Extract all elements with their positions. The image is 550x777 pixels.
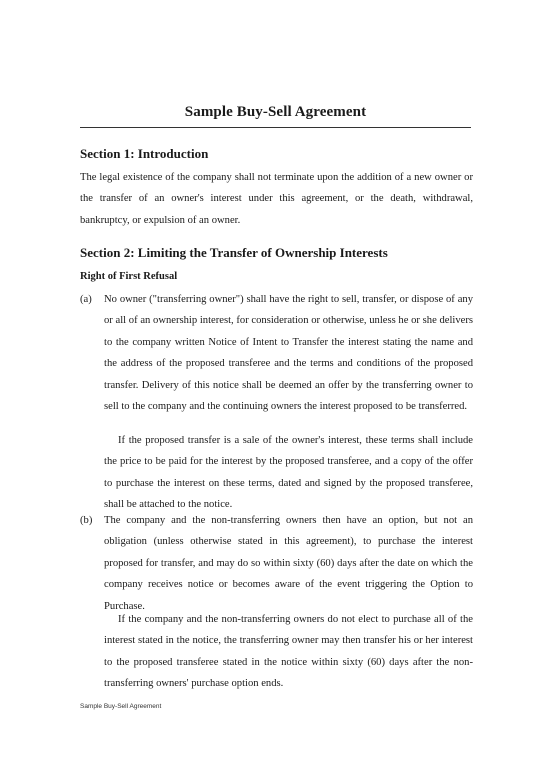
item-b-text: The company and the non-transferring owners then have an option, but not an obligation (unless otherwise stated in this agreement), to purchase the interest proposed for transfer, and may do so within sixty (60) days after the date on which the company receives notice or becomes aware of the event triggering the Option to Purchase. xyxy=(104,515,473,612)
title-divider xyxy=(80,127,471,128)
item-a-text: No owner ("transferring owner") shall have the right to sell, transfer, or dispose of any or all of an ownership interest, for consideration or otherwise, unless he or she delivers to the company written Notice of Intent to Transfer the interest stating the name and the address of the proposed transferee and the terms and conditions of the proposed transfer. Delivery of this notice shall be deemed an offer by the transferring owner to sell to the company and the continuing owners the interest proposed to be transferred. xyxy=(104,294,473,413)
item-a-continuation: If the proposed transfer is a sale of the owner's interest, these terms shall include the price to be paid for the interest by the proposed transferee, and a copy of the offer to purchase the interest on these terms, dated and signed by the proposed transferee, shall be attached to the notice. xyxy=(104,435,473,511)
section-1-heading: Section 1: Introduction xyxy=(80,146,209,161)
section-2-heading: Section 2: Limiting the Transfer of Ownership Interests xyxy=(80,245,388,260)
document-title: Sample Buy-Sell Agreement xyxy=(184,104,367,120)
item-a-label: (a) xyxy=(80,294,92,305)
section-1-text: The legal existence of the company shall not terminate upon the addition of a new owner or the transfer of an owner's interest under this agreement, or the death, withdrawal, bankruptcy, or expulsion of an owner. xyxy=(80,172,473,226)
section-2-subheading: Right of First Refusal xyxy=(80,271,178,282)
item-b-label: (b) xyxy=(80,515,93,526)
item-b-continuation: If the company and the non-transferring owners do not elect to purchase all of the interest stated in the notice, the transferring owner may then transfer his or her interest to the proposed transferee stated in the notice within sixty (60) days after the non-transferring owners' purchase option ends. xyxy=(104,614,473,690)
page-footer: Sample Buy-Sell Agreement xyxy=(80,703,162,710)
